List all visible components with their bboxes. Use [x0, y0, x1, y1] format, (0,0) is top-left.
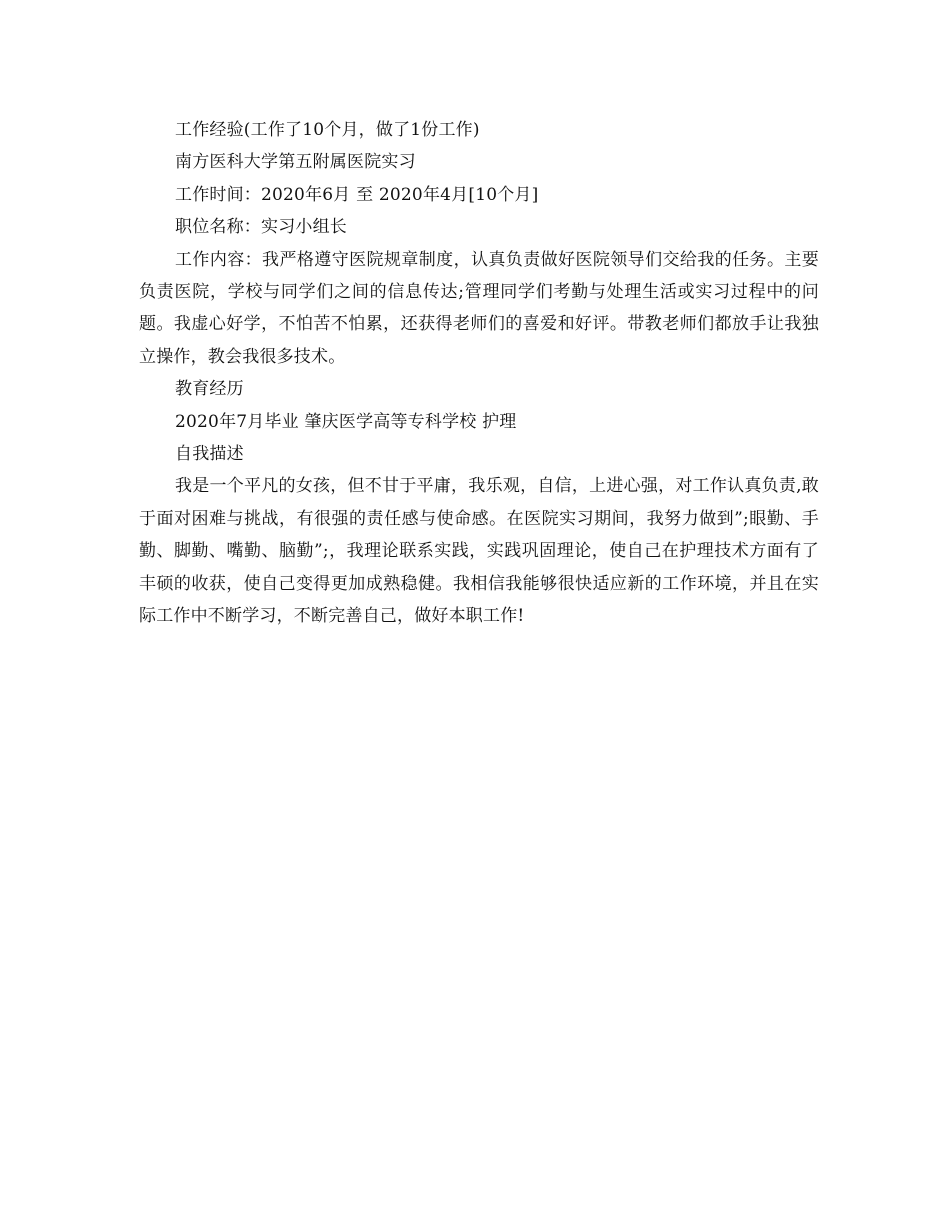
- work-position: 职位名称：实习小组长: [175, 217, 347, 238]
- education-heading: 教育经历: [175, 379, 244, 400]
- resume-content: [139, 114, 819, 633]
- self-description-text: 我是一个平凡的女孩，但不甘于平庸，我乐观，自信，上进心强，对工作认真负责,敢于面对困难与挑战，有很强的责任感与使命感。在医院实习期间，我努力做到”;眼勤、手勤、脚勤、嘴勤、脑勤”;，我理论联系实践，实践巩固理论，使自己在护理技术方面有了丰硕的收获，使自己变得更加成熟稳健。我相信我能够很快适应新的工作环境，并且在实际工作中不断学习，不断完善自己，做好本职工作!: [139, 476, 819, 627]
- education-entry: 2020年7月毕业 肇庆医学高等专科学校 护理: [175, 411, 517, 432]
- work-content: 工作内容：我严格遵守医院规章制度，认真负责做好医院领导们交给我的任务。主要负责医院，学校与同学们之间的信息传达;管理同学们考勤与处理生活或实习过程中的问题。我虚心好学，不怕苦不怕累，还获得老师们的喜爱和好评。带教老师们都放手让我独立操作，教会我很多技术。: [139, 249, 819, 367]
- work-time: 工作时间：2020年6月 至 2020年4月[10个月]: [175, 184, 539, 205]
- work-organization: 南方医科大学第五附属医院实习: [175, 152, 416, 173]
- work-experience-heading: 工作经验(工作了10个月，做了1份工作): [175, 120, 480, 140]
- self-description-heading: 自我描述: [175, 444, 244, 465]
